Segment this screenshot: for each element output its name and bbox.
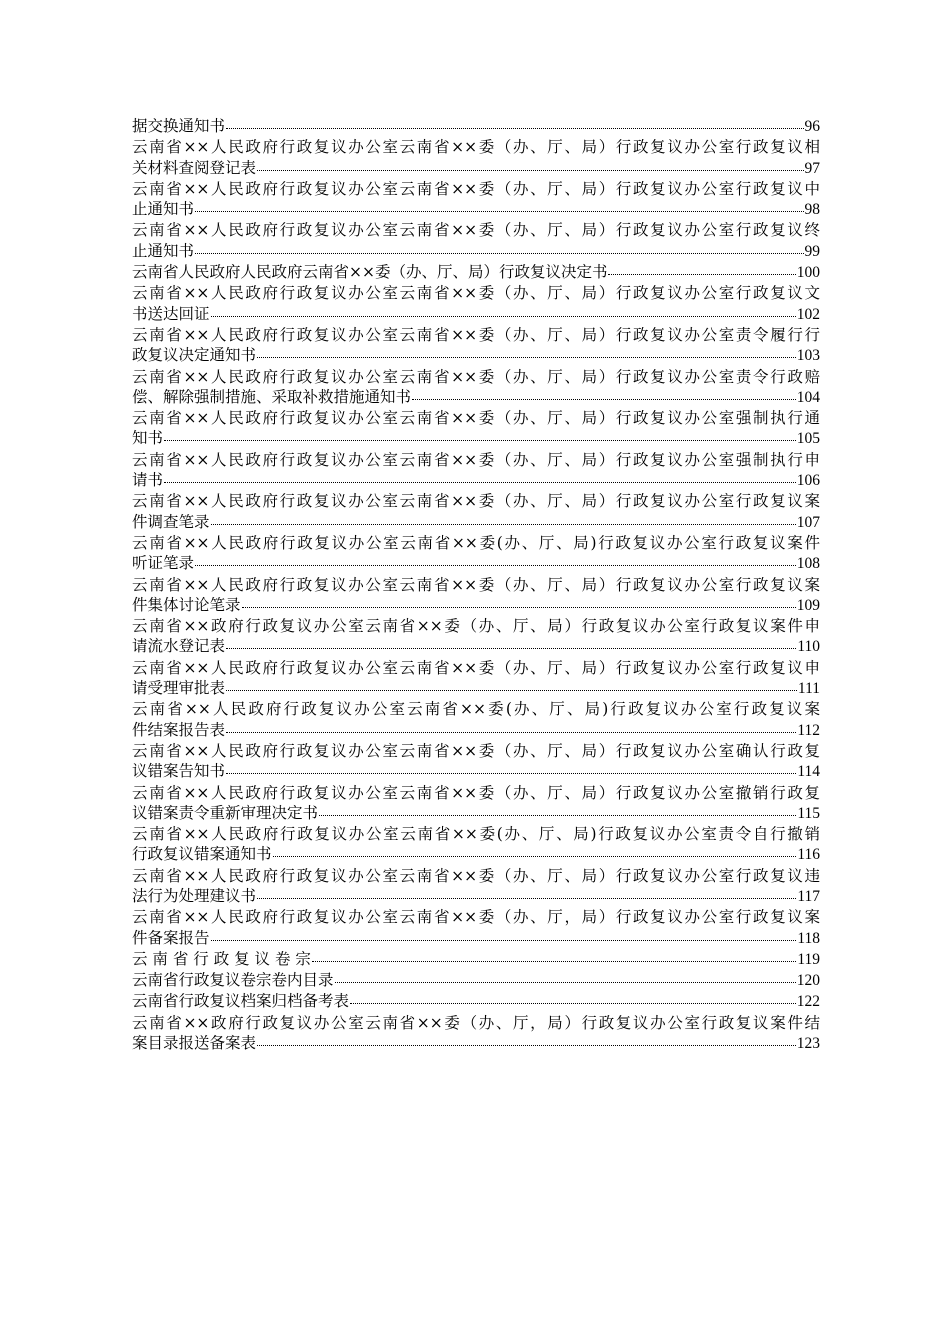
toc-entry-last-line <box>132 678 820 699</box>
toc-entry[interactable] <box>132 970 820 991</box>
dot-leader <box>195 239 803 254</box>
toc-page-number: 104 <box>796 388 820 406</box>
toc-entry[interactable] <box>132 949 820 970</box>
toc-entry-last-line <box>132 470 820 491</box>
toc-entry-title-line: 云南省××人民政府行政复议办公室云南省××委（办、厅、局）行政复议办公室行政复议相 <box>132 138 820 157</box>
toc-entry-last-line <box>132 116 820 137</box>
dot-leader <box>211 302 796 317</box>
toc-entry[interactable] <box>132 658 820 700</box>
toc-entry-last-line <box>132 636 820 657</box>
toc-entry[interactable] <box>132 783 820 825</box>
dot-leader <box>608 260 795 275</box>
toc-entry-title-line: 云南省××人民政府行政复议办公室云南省××委（办、厅、局）行政复议办公室行政复议违 <box>132 866 820 885</box>
toc-page-number: 98 <box>804 201 820 219</box>
toc-entry-title-line: 关材料查阅登记表 <box>132 158 257 177</box>
dot-leader <box>164 427 796 442</box>
toc-entry-last-line <box>132 553 820 574</box>
toc-page-number: 105 <box>796 430 820 448</box>
toc-entry-last-line <box>132 844 820 865</box>
toc-entry-title-line: 行政复议错案通知书 <box>132 845 272 864</box>
toc-entry-title-line: 议错案责令重新审理决定书 <box>132 803 319 822</box>
toc-page-number: 123 <box>796 1035 820 1053</box>
toc-entry[interactable] <box>132 907 820 949</box>
dot-leader <box>211 926 797 941</box>
toc-entry-title-line: 云南省××政府行政复议办公室云南省××委（办、厅，局）行政复议办公室行政复议案件结 <box>132 1013 820 1032</box>
toc-entry-title-line: 云南省××人民政府行政复议办公室云南省××委（办、厅、局）行政复议办公室强制执行通 <box>132 409 820 428</box>
toc-entry-title-line: 云 南 省 行 政 复 议 卷 宗 <box>132 949 311 968</box>
toc-page-number: 99 <box>804 242 820 260</box>
toc-page-number: 122 <box>796 993 820 1011</box>
toc-entry-last-line <box>132 428 820 449</box>
dot-leader <box>195 551 796 566</box>
toc-entry-last-line <box>132 991 820 1012</box>
toc-entry-title-line: 云南省××人民政府行政复议办公室云南省××委（办、厅、局）行政复议办公室责令行政赔 <box>132 367 820 386</box>
toc-entry-title-line: 请流水登记表 <box>132 637 226 656</box>
toc-entry-last-line <box>132 512 820 533</box>
toc-entry-last-line <box>132 720 820 741</box>
toc-entry-title-line: 件集体讨论笔录 <box>132 595 241 614</box>
dot-leader <box>319 801 796 816</box>
dot-leader <box>257 1031 796 1046</box>
toc-entry-last-line <box>132 304 820 325</box>
toc-page-number: 108 <box>796 555 820 573</box>
dot-leader <box>226 634 796 649</box>
toc-entry-title-line: 请受理审批表 <box>132 679 226 698</box>
toc-page-number: 114 <box>797 763 820 781</box>
toc-entry-title-line: 件调查笔录 <box>132 512 210 531</box>
table-of-contents <box>132 116 820 1054</box>
toc-page-number: 96 <box>804 118 820 135</box>
toc-page-number: 106 <box>796 472 820 490</box>
toc-page-number: 111 <box>797 680 820 698</box>
toc-entry-last-line <box>132 241 820 262</box>
toc-entry-last-line <box>132 803 820 824</box>
dot-leader <box>257 884 796 899</box>
toc-entry[interactable] <box>132 408 820 450</box>
toc-entry[interactable] <box>132 824 820 866</box>
toc-entry-last-line <box>132 1033 820 1054</box>
toc-entry-title-line: 据交换通知书 <box>132 117 226 135</box>
toc-entry-title-line: 云南省××人民政府行政复议办公室云南省××委（办、厅、局）行政复议办公室行政复议文 <box>132 284 820 303</box>
toc-entry-title-line: 偿、解除强制措施、采取补救措施通知书 <box>132 387 412 406</box>
toc-entry-last-line <box>132 928 820 949</box>
toc-page-number: 110 <box>797 638 820 656</box>
toc-entry[interactable] <box>132 1013 820 1055</box>
toc-entry[interactable] <box>132 179 820 221</box>
toc-page-number: 112 <box>797 721 820 739</box>
dot-leader <box>312 947 796 962</box>
toc-entry-title-line: 云南省××人民政府行政复议办公室云南省××委（办、厅、局）行政复议办公室强制执行申 <box>132 450 820 469</box>
dot-leader <box>195 197 803 212</box>
toc-entry-title-line: 书送达回证 <box>132 304 210 323</box>
toc-entry-title-line: 知书 <box>132 429 164 448</box>
toc-page-number: 118 <box>797 929 820 947</box>
toc-entry[interactable] <box>132 283 820 325</box>
toc-page-number: 103 <box>796 347 820 365</box>
toc-entry-title-line: 云南省××人民政府行政复议办公室云南省××委（办、厅、局）行政复议办公室行政复议申 <box>132 658 820 677</box>
toc-page-number: 100 <box>796 264 820 282</box>
dot-leader <box>226 676 797 691</box>
dot-leader <box>412 385 796 400</box>
toc-entry-title-line: 云南省××人民政府行政复议办公室云南省××委（办、厅、局）行政复议办公室确认行政复 <box>132 741 820 760</box>
toc-entry-title-line: 云南省××人民政府行政复议办公室云南省××委（办、厅、局）行政复议办公室行政复议案 <box>132 492 820 511</box>
toc-entry[interactable] <box>132 991 820 1012</box>
dot-leader <box>226 759 796 774</box>
toc-page-number: 115 <box>797 804 820 822</box>
toc-entry[interactable] <box>132 116 820 137</box>
toc-entry-title-line: 云南省××政府行政复议办公室云南省××委（办、厅、局）行政复议办公室行政复议案件申 <box>132 617 820 636</box>
toc-entry-title-line: 请书 <box>132 471 164 490</box>
toc-entry[interactable] <box>132 866 820 908</box>
toc-entry-title-line: 政复议决定通知书 <box>132 346 257 365</box>
toc-entry-title-line: 云南省人民政府人民政府云南省××委（办、厅、局）行政复议决定书 <box>132 263 608 282</box>
toc-entry-last-line <box>132 199 820 220</box>
toc-page-number: 97 <box>804 159 820 177</box>
toc-entry-title-line: 法行为处理建议书 <box>132 886 257 905</box>
toc-page-number: 119 <box>797 950 820 968</box>
toc-entry-title-line: 议错案告知书 <box>132 762 226 781</box>
toc-entry-title-line: 云南省××人民政府行政复议办公室云南省××委（办、厅、局）行政复议办公室行政复议终 <box>132 221 820 240</box>
toc-page-number: 117 <box>797 887 820 905</box>
toc-entry-title-line: 听证笔录 <box>132 554 195 573</box>
toc-entry[interactable] <box>132 741 820 783</box>
dot-leader <box>257 343 796 358</box>
toc-entry-title-line: 云南省行政复议卷宗卷内目录 <box>132 971 334 990</box>
toc-page-number: 102 <box>796 305 820 323</box>
toc-entry[interactable] <box>132 325 820 367</box>
toc-entry-title-line: 云南省××人民政府行政复议办公室云南省××委(办、厅、局)行政复议办公室行政复议案 <box>132 700 820 719</box>
dot-leader <box>211 510 796 525</box>
toc-entry[interactable] <box>132 699 820 741</box>
toc-entry-last-line <box>132 158 820 179</box>
toc-entry-title-line: 云南省××人民政府行政复议办公室云南省××委（办、厅、局）行政复议办公室行政复议案 <box>132 575 820 594</box>
toc-page-number: 120 <box>796 972 820 990</box>
toc-entry[interactable] <box>132 137 820 179</box>
toc-entry-title-line: 云南省××人民政府行政复议办公室云南省××委(办、厅、局)行政复议办公室行政复议案件 <box>132 533 820 552</box>
dot-leader <box>226 718 796 733</box>
toc-entry-title-line: 云南省××人民政府行政复议办公室云南省××委（办、厅，局）行政复议办公室行政复议案 <box>132 908 820 927</box>
toc-entry[interactable] <box>132 262 820 283</box>
toc-entry-last-line <box>132 387 820 408</box>
toc-entry[interactable] <box>132 616 820 658</box>
toc-entry-last-line <box>132 970 820 991</box>
dot-leader <box>350 990 796 1005</box>
toc-entry-last-line <box>132 595 820 616</box>
toc-entry[interactable] <box>132 220 820 262</box>
toc-entry-title-line: 案目录报送备案表 <box>132 1034 257 1053</box>
toc-entry-title-line: 件结案报告表 <box>132 720 226 739</box>
dot-leader <box>335 968 796 983</box>
toc-entry-title-line: 云南省××人民政府行政复议办公室云南省××委（办、厅、局）行政复议办公室责令履行行 <box>132 325 820 344</box>
dot-leader <box>226 114 803 129</box>
dot-leader <box>257 156 803 171</box>
dot-leader <box>273 842 797 857</box>
toc-entry-last-line <box>132 886 820 907</box>
dot-leader <box>164 468 796 483</box>
toc-entry-title-line: 云南省××人民政府行政复议办公室云南省××委（办、厅、局）行政复议办公室行政复议中 <box>132 179 820 198</box>
toc-entry[interactable] <box>132 575 820 617</box>
dot-leader <box>242 593 796 608</box>
toc-page-number: 109 <box>796 596 820 614</box>
toc-entry-title-line: 云南省行政复议档案归档备考表 <box>132 992 350 1011</box>
toc-entry-title-line: 云南省××人民政府行政复议办公室云南省××委（办、厅、局）行政复议办公室撤销行政复 <box>132 783 820 802</box>
toc-entry[interactable] <box>132 450 820 492</box>
toc-entry-title-line: 件备案报告 <box>132 928 210 947</box>
toc-page-number: 116 <box>797 846 820 864</box>
toc-entry-last-line <box>132 761 820 782</box>
toc-entry-title-line: 止通知书 <box>132 241 195 260</box>
toc-entry-last-line <box>132 262 820 283</box>
toc-entry-title-line: 云南省××人民政府行政复议办公室云南省××委(办、厅、局)行政复议办公室责令自行撤销 <box>132 825 820 844</box>
toc-entry[interactable] <box>132 367 820 409</box>
toc-entry[interactable] <box>132 533 820 575</box>
toc-entry[interactable] <box>132 491 820 533</box>
toc-entry-last-line <box>132 345 820 366</box>
toc-page-number: 107 <box>796 513 820 531</box>
toc-entry-last-line <box>132 949 820 970</box>
toc-entry-title-line: 止通知书 <box>132 200 195 219</box>
